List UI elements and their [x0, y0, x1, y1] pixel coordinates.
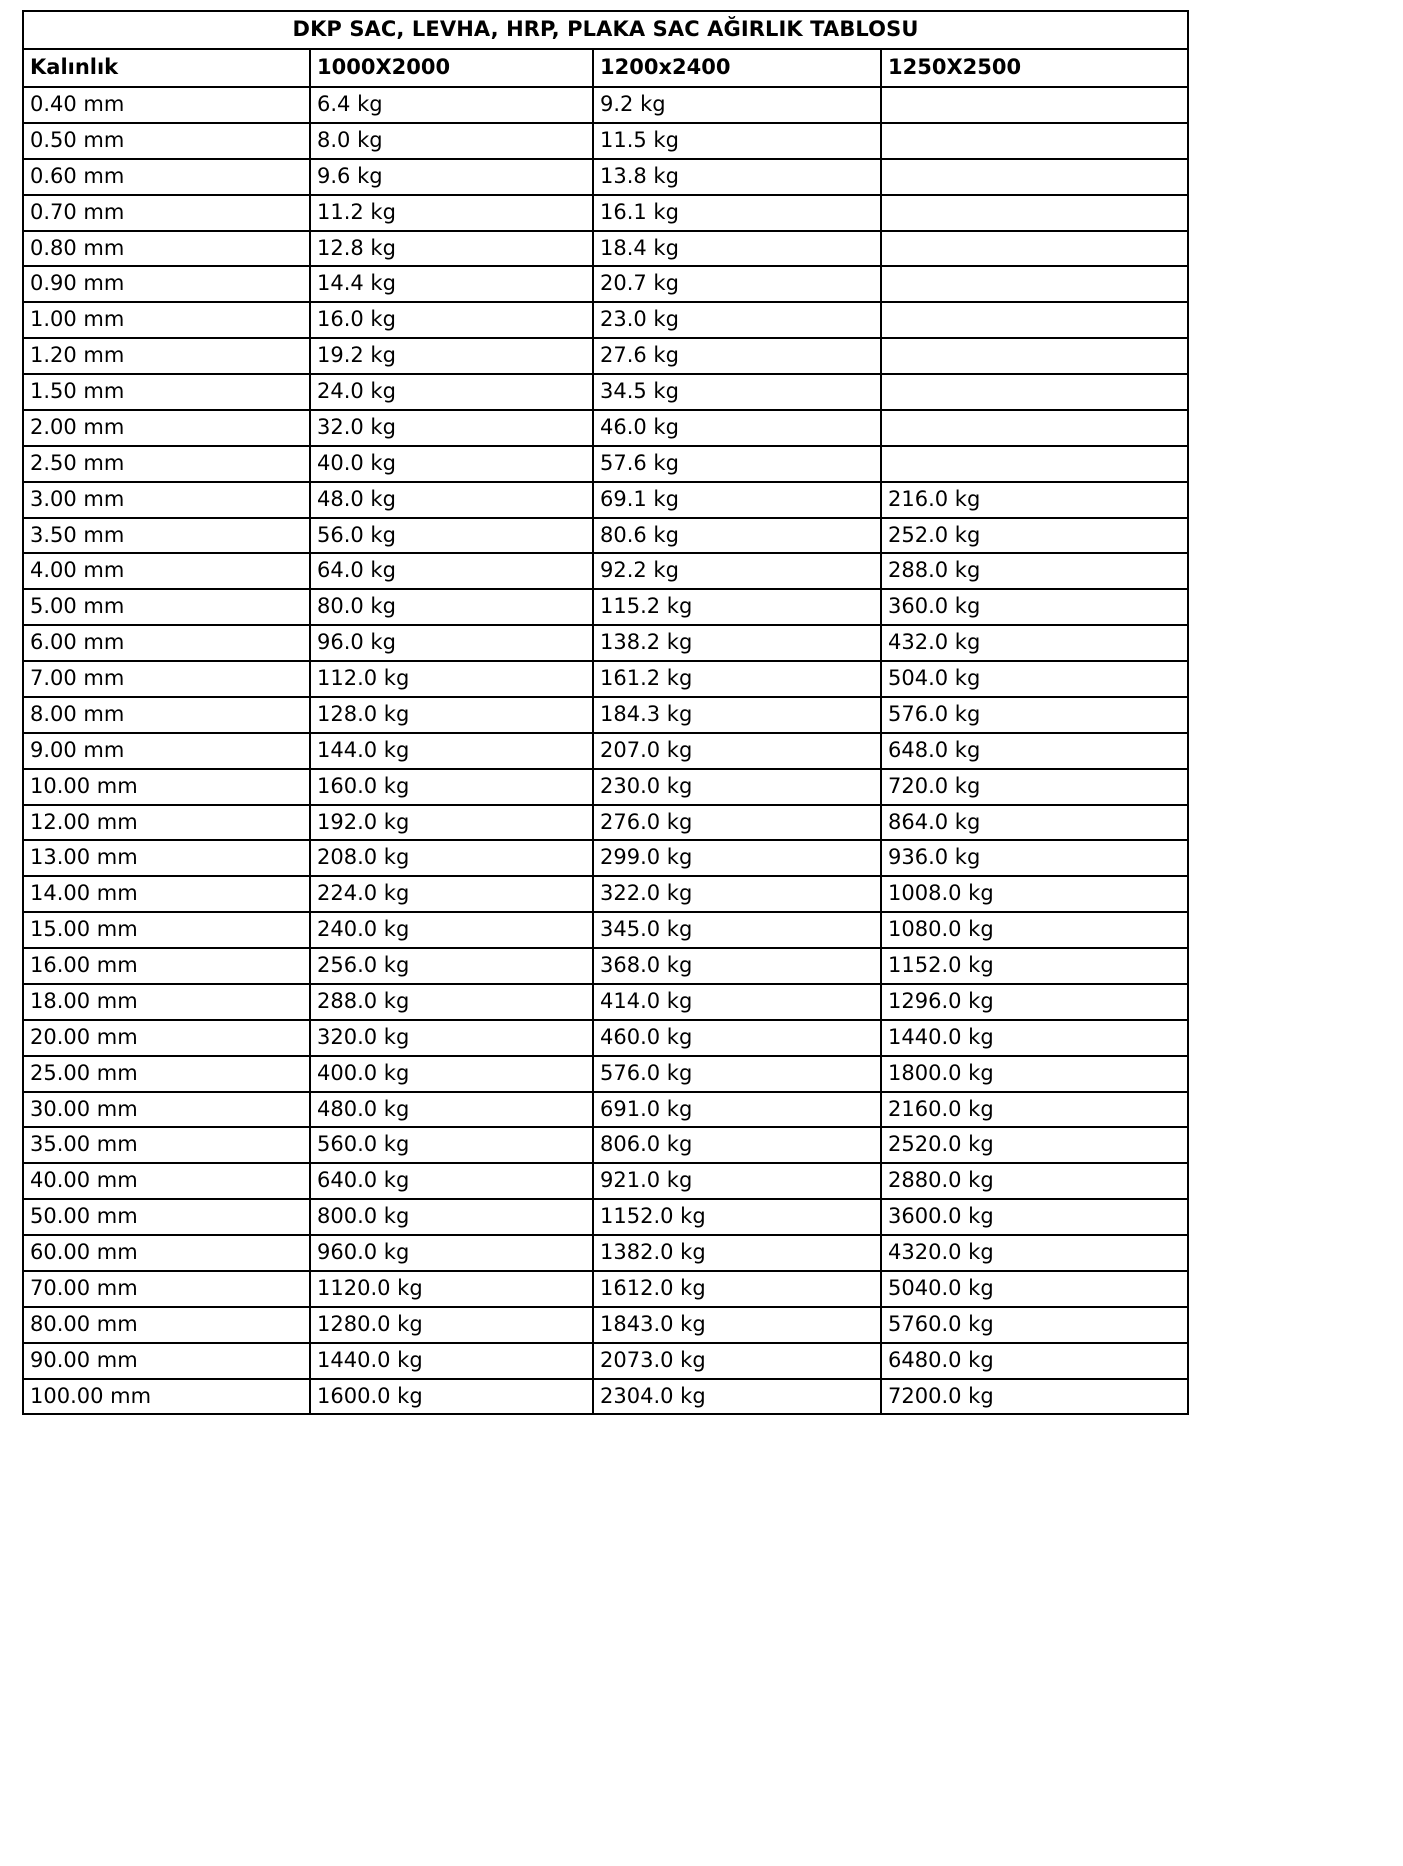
- cell-weight: 224.0 kg: [310, 876, 593, 912]
- table-row: [23, 1235, 1188, 1271]
- table-row: [23, 733, 1188, 769]
- cell-weight: 432.0 kg: [881, 625, 1188, 661]
- table-row: [23, 231, 1188, 267]
- table-row: [23, 338, 1188, 374]
- cell-weight: 2880.0 kg: [881, 1163, 1188, 1199]
- cell-weight: 24.0 kg: [310, 374, 593, 410]
- cell-weight: 11.5 kg: [593, 123, 881, 159]
- cell-thickness: 0.50 mm: [23, 123, 310, 159]
- cell-weight: 276.0 kg: [593, 805, 881, 841]
- cell-thickness: 1.50 mm: [23, 374, 310, 410]
- table-row: [23, 1163, 1188, 1199]
- cell-weight: [881, 410, 1188, 446]
- column-header-1200x2400: 1200x2400: [593, 49, 881, 87]
- cell-weight: 208.0 kg: [310, 840, 593, 876]
- cell-weight: 112.0 kg: [310, 661, 593, 697]
- cell-thickness: 0.80 mm: [23, 231, 310, 267]
- table-row: [23, 302, 1188, 338]
- cell-weight: 7200.0 kg: [881, 1379, 1188, 1415]
- cell-weight: 8.0 kg: [310, 123, 593, 159]
- table-row: [23, 1020, 1188, 1056]
- cell-thickness: 3.50 mm: [23, 518, 310, 554]
- cell-weight: 20.7 kg: [593, 266, 881, 302]
- cell-weight: 16.0 kg: [310, 302, 593, 338]
- cell-weight: 16.1 kg: [593, 195, 881, 231]
- cell-thickness: 25.00 mm: [23, 1056, 310, 1092]
- cell-weight: [881, 302, 1188, 338]
- cell-thickness: 60.00 mm: [23, 1235, 310, 1271]
- table-row: [23, 87, 1188, 123]
- cell-thickness: 2.00 mm: [23, 410, 310, 446]
- cell-weight: 864.0 kg: [881, 805, 1188, 841]
- cell-weight: 299.0 kg: [593, 840, 881, 876]
- table-row: [23, 1379, 1188, 1415]
- cell-weight: 936.0 kg: [881, 840, 1188, 876]
- table-row: [23, 410, 1188, 446]
- cell-weight: 345.0 kg: [593, 912, 881, 948]
- cell-weight: 2304.0 kg: [593, 1379, 881, 1415]
- cell-weight: 40.0 kg: [310, 446, 593, 482]
- table-row: [23, 553, 1188, 589]
- cell-thickness: 4.00 mm: [23, 553, 310, 589]
- table-row: [23, 589, 1188, 625]
- cell-weight: 921.0 kg: [593, 1163, 881, 1199]
- cell-weight: [881, 87, 1188, 123]
- cell-thickness: 12.00 mm: [23, 805, 310, 841]
- cell-weight: 56.0 kg: [310, 518, 593, 554]
- table-row: [23, 1271, 1188, 1307]
- cell-weight: 92.2 kg: [593, 553, 881, 589]
- cell-weight: 1120.0 kg: [310, 1271, 593, 1307]
- cell-thickness: 80.00 mm: [23, 1307, 310, 1343]
- cell-weight: 19.2 kg: [310, 338, 593, 374]
- cell-weight: 34.5 kg: [593, 374, 881, 410]
- cell-weight: 320.0 kg: [310, 1020, 593, 1056]
- cell-thickness: 18.00 mm: [23, 984, 310, 1020]
- cell-weight: 1080.0 kg: [881, 912, 1188, 948]
- table-row: [23, 446, 1188, 482]
- column-header-thickness: Kalınlık: [23, 49, 310, 87]
- cell-weight: 806.0 kg: [593, 1127, 881, 1163]
- cell-weight: [881, 123, 1188, 159]
- table-row: [23, 948, 1188, 984]
- column-header-1000x2000: 1000X2000: [310, 49, 593, 87]
- table-row: [23, 159, 1188, 195]
- cell-thickness: 50.00 mm: [23, 1199, 310, 1235]
- cell-weight: [881, 159, 1188, 195]
- cell-weight: 32.0 kg: [310, 410, 593, 446]
- column-header-row: [23, 49, 1188, 87]
- cell-weight: 80.6 kg: [593, 518, 881, 554]
- cell-weight: 1382.0 kg: [593, 1235, 881, 1271]
- cell-thickness: 6.00 mm: [23, 625, 310, 661]
- title-row: [23, 11, 1188, 49]
- cell-thickness: 70.00 mm: [23, 1271, 310, 1307]
- cell-weight: 57.6 kg: [593, 446, 881, 482]
- cell-weight: 800.0 kg: [310, 1199, 593, 1235]
- cell-thickness: 0.90 mm: [23, 266, 310, 302]
- cell-thickness: 90.00 mm: [23, 1343, 310, 1379]
- cell-weight: 9.2 kg: [593, 87, 881, 123]
- table-row: [23, 1343, 1188, 1379]
- cell-weight: 252.0 kg: [881, 518, 1188, 554]
- cell-thickness: 0.70 mm: [23, 195, 310, 231]
- cell-weight: 2160.0 kg: [881, 1092, 1188, 1128]
- cell-weight: 64.0 kg: [310, 553, 593, 589]
- cell-weight: 192.0 kg: [310, 805, 593, 841]
- cell-weight: 207.0 kg: [593, 733, 881, 769]
- cell-weight: [881, 231, 1188, 267]
- cell-weight: 504.0 kg: [881, 661, 1188, 697]
- cell-thickness: 13.00 mm: [23, 840, 310, 876]
- table-row: [23, 769, 1188, 805]
- table-row: [23, 123, 1188, 159]
- table-row: [23, 661, 1188, 697]
- cell-weight: 69.1 kg: [593, 482, 881, 518]
- cell-thickness: 1.00 mm: [23, 302, 310, 338]
- cell-weight: 6480.0 kg: [881, 1343, 1188, 1379]
- cell-weight: 288.0 kg: [881, 553, 1188, 589]
- cell-thickness: 2.50 mm: [23, 446, 310, 482]
- cell-weight: 1152.0 kg: [593, 1199, 881, 1235]
- cell-weight: 4320.0 kg: [881, 1235, 1188, 1271]
- cell-weight: 5760.0 kg: [881, 1307, 1188, 1343]
- cell-weight: 48.0 kg: [310, 482, 593, 518]
- cell-weight: 5040.0 kg: [881, 1271, 1188, 1307]
- table-row: [23, 876, 1188, 912]
- table-row: [23, 912, 1188, 948]
- column-header-1250x2500: 1250X2500: [881, 49, 1188, 87]
- cell-weight: 160.0 kg: [310, 769, 593, 805]
- cell-weight: 1440.0 kg: [310, 1343, 593, 1379]
- cell-weight: 138.2 kg: [593, 625, 881, 661]
- cell-weight: 27.6 kg: [593, 338, 881, 374]
- cell-weight: 23.0 kg: [593, 302, 881, 338]
- cell-weight: 216.0 kg: [881, 482, 1188, 518]
- cell-weight: 256.0 kg: [310, 948, 593, 984]
- cell-thickness: 7.00 mm: [23, 661, 310, 697]
- cell-thickness: 8.00 mm: [23, 697, 310, 733]
- cell-weight: 9.6 kg: [310, 159, 593, 195]
- cell-thickness: 16.00 mm: [23, 948, 310, 984]
- cell-thickness: 3.00 mm: [23, 482, 310, 518]
- cell-weight: 960.0 kg: [310, 1235, 593, 1271]
- cell-weight: 184.3 kg: [593, 697, 881, 733]
- cell-weight: 322.0 kg: [593, 876, 881, 912]
- cell-thickness: 10.00 mm: [23, 769, 310, 805]
- cell-weight: 1800.0 kg: [881, 1056, 1188, 1092]
- table-row: [23, 1056, 1188, 1092]
- table-row: [23, 697, 1188, 733]
- cell-weight: 400.0 kg: [310, 1056, 593, 1092]
- table-title: DKP SAC, LEVHA, HRP, PLAKA SAC AĞIRLIK TABLOSU: [23, 11, 1188, 49]
- cell-thickness: 15.00 mm: [23, 912, 310, 948]
- cell-weight: 1296.0 kg: [881, 984, 1188, 1020]
- table-row: [23, 840, 1188, 876]
- table-row: [23, 518, 1188, 554]
- cell-weight: 240.0 kg: [310, 912, 593, 948]
- table-row: [23, 805, 1188, 841]
- cell-weight: 1440.0 kg: [881, 1020, 1188, 1056]
- cell-weight: 648.0 kg: [881, 733, 1188, 769]
- cell-thickness: 14.00 mm: [23, 876, 310, 912]
- cell-thickness: 100.00 mm: [23, 1379, 310, 1415]
- cell-weight: 18.4 kg: [593, 231, 881, 267]
- table-row: [23, 625, 1188, 661]
- cell-weight: [881, 446, 1188, 482]
- cell-weight: 2073.0 kg: [593, 1343, 881, 1379]
- table-row: [23, 374, 1188, 410]
- cell-weight: 230.0 kg: [593, 769, 881, 805]
- cell-weight: 14.4 kg: [310, 266, 593, 302]
- cell-weight: 3600.0 kg: [881, 1199, 1188, 1235]
- cell-thickness: 5.00 mm: [23, 589, 310, 625]
- cell-weight: 576.0 kg: [593, 1056, 881, 1092]
- cell-thickness: 35.00 mm: [23, 1127, 310, 1163]
- cell-weight: 414.0 kg: [593, 984, 881, 1020]
- cell-weight: 1008.0 kg: [881, 876, 1188, 912]
- cell-weight: [881, 338, 1188, 374]
- cell-weight: 128.0 kg: [310, 697, 593, 733]
- weight-table: [22, 10, 1189, 1415]
- table-row: [23, 984, 1188, 1020]
- table-row: [23, 1127, 1188, 1163]
- cell-weight: 12.8 kg: [310, 231, 593, 267]
- cell-weight: 576.0 kg: [881, 697, 1188, 733]
- cell-thickness: 40.00 mm: [23, 1163, 310, 1199]
- table-header: [23, 11, 1188, 87]
- cell-thickness: 9.00 mm: [23, 733, 310, 769]
- cell-weight: 640.0 kg: [310, 1163, 593, 1199]
- cell-weight: 1152.0 kg: [881, 948, 1188, 984]
- cell-weight: 368.0 kg: [593, 948, 881, 984]
- cell-weight: 720.0 kg: [881, 769, 1188, 805]
- cell-weight: 360.0 kg: [881, 589, 1188, 625]
- cell-thickness: 20.00 mm: [23, 1020, 310, 1056]
- cell-weight: 115.2 kg: [593, 589, 881, 625]
- cell-weight: 691.0 kg: [593, 1092, 881, 1128]
- table-row: [23, 266, 1188, 302]
- table-row: [23, 482, 1188, 518]
- cell-weight: 288.0 kg: [310, 984, 593, 1020]
- cell-weight: 560.0 kg: [310, 1127, 593, 1163]
- cell-weight: 80.0 kg: [310, 589, 593, 625]
- cell-weight: 6.4 kg: [310, 87, 593, 123]
- table-row: [23, 195, 1188, 231]
- cell-thickness: 1.20 mm: [23, 338, 310, 374]
- cell-weight: 1600.0 kg: [310, 1379, 593, 1415]
- cell-weight: 11.2 kg: [310, 195, 593, 231]
- cell-weight: 144.0 kg: [310, 733, 593, 769]
- cell-weight: 13.8 kg: [593, 159, 881, 195]
- cell-weight: 161.2 kg: [593, 661, 881, 697]
- cell-weight: 46.0 kg: [593, 410, 881, 446]
- cell-weight: 96.0 kg: [310, 625, 593, 661]
- cell-weight: 1280.0 kg: [310, 1307, 593, 1343]
- cell-weight: 480.0 kg: [310, 1092, 593, 1128]
- table-body: [23, 87, 1188, 1414]
- cell-weight: [881, 374, 1188, 410]
- table-row: [23, 1092, 1188, 1128]
- cell-thickness: 0.40 mm: [23, 87, 310, 123]
- cell-weight: 1843.0 kg: [593, 1307, 881, 1343]
- cell-weight: [881, 266, 1188, 302]
- cell-weight: 460.0 kg: [593, 1020, 881, 1056]
- cell-thickness: 0.60 mm: [23, 159, 310, 195]
- cell-weight: 1612.0 kg: [593, 1271, 881, 1307]
- cell-thickness: 30.00 mm: [23, 1092, 310, 1128]
- cell-weight: 2520.0 kg: [881, 1127, 1188, 1163]
- cell-weight: [881, 195, 1188, 231]
- table-row: [23, 1307, 1188, 1343]
- table-row: [23, 1199, 1188, 1235]
